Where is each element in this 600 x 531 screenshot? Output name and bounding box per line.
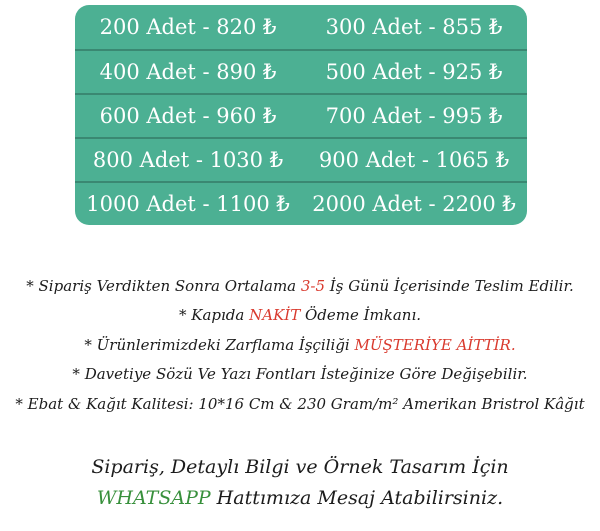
note-highlight: NAKİT [249,306,301,325]
footer-line1: Sipariş, Detaylı Bilgi ve Örnek Tasarım İçin [91,456,509,478]
price-cell: 2000 Adet - 2200 ₺ [312,192,516,216]
note-highlight: 3-5 [300,277,326,295]
pricing-table [75,5,527,225]
note-text: * Davetiye Sözü Ve Yazı Fontları İsteğinize Göre Değişebilir. [72,365,528,384]
whatsapp-highlight: WHATSAPP [96,487,211,509]
price-cell: 500 Adet - 925 ₺ [325,60,503,84]
pricing-row [75,49,527,93]
pricing-row [75,5,527,49]
notes-section [0,272,600,419]
note-highlight: MÜŞTERİYE AİTTİR. [354,335,516,354]
note-text: * Ebat & Kağıt Kalitesi: 10*16 Cm & 230 Gram/m² Amerikan Bristrol Kâğıt [15,394,585,413]
footer-section [0,452,600,514]
note-line-envelope [0,331,600,360]
note-line-delivery [0,272,600,301]
pricing-row [75,137,527,181]
note-text: İş Günü İçerisinde Teslim Edilir. [325,277,574,295]
price-cell: 1000 Adet - 1100 ₺ [86,192,290,216]
price-cell: 200 Adet - 820 ₺ [99,15,277,39]
note-line-fonts [0,360,600,389]
footer-line2-rest: Hattımıza Mesaj Atabilirsiniz. [210,487,504,509]
price-cell: 400 Adet - 890 ₺ [99,60,277,84]
note-text: * Kapıda [178,306,250,325]
note-line-payment [0,301,600,330]
note-line-paper [0,390,600,419]
price-cell: 600 Adet - 960 ₺ [99,104,277,128]
note-text: * Sipariş Verdikten Sonra Ortalama [26,277,301,295]
price-cell: 700 Adet - 995 ₺ [325,104,503,128]
note-text: * Ürünlerimizdeki Zarflama İşçiliği [84,335,355,354]
pricing-row [75,181,527,225]
price-cell: 800 Adet - 1030 ₺ [92,148,284,172]
price-cell: 900 Adet - 1065 ₺ [318,148,510,172]
pricing-row [75,93,527,137]
note-text: Ödeme İmkanı. [300,306,422,325]
price-cell: 300 Adet - 855 ₺ [325,15,503,39]
footer-line2 [0,483,600,514]
